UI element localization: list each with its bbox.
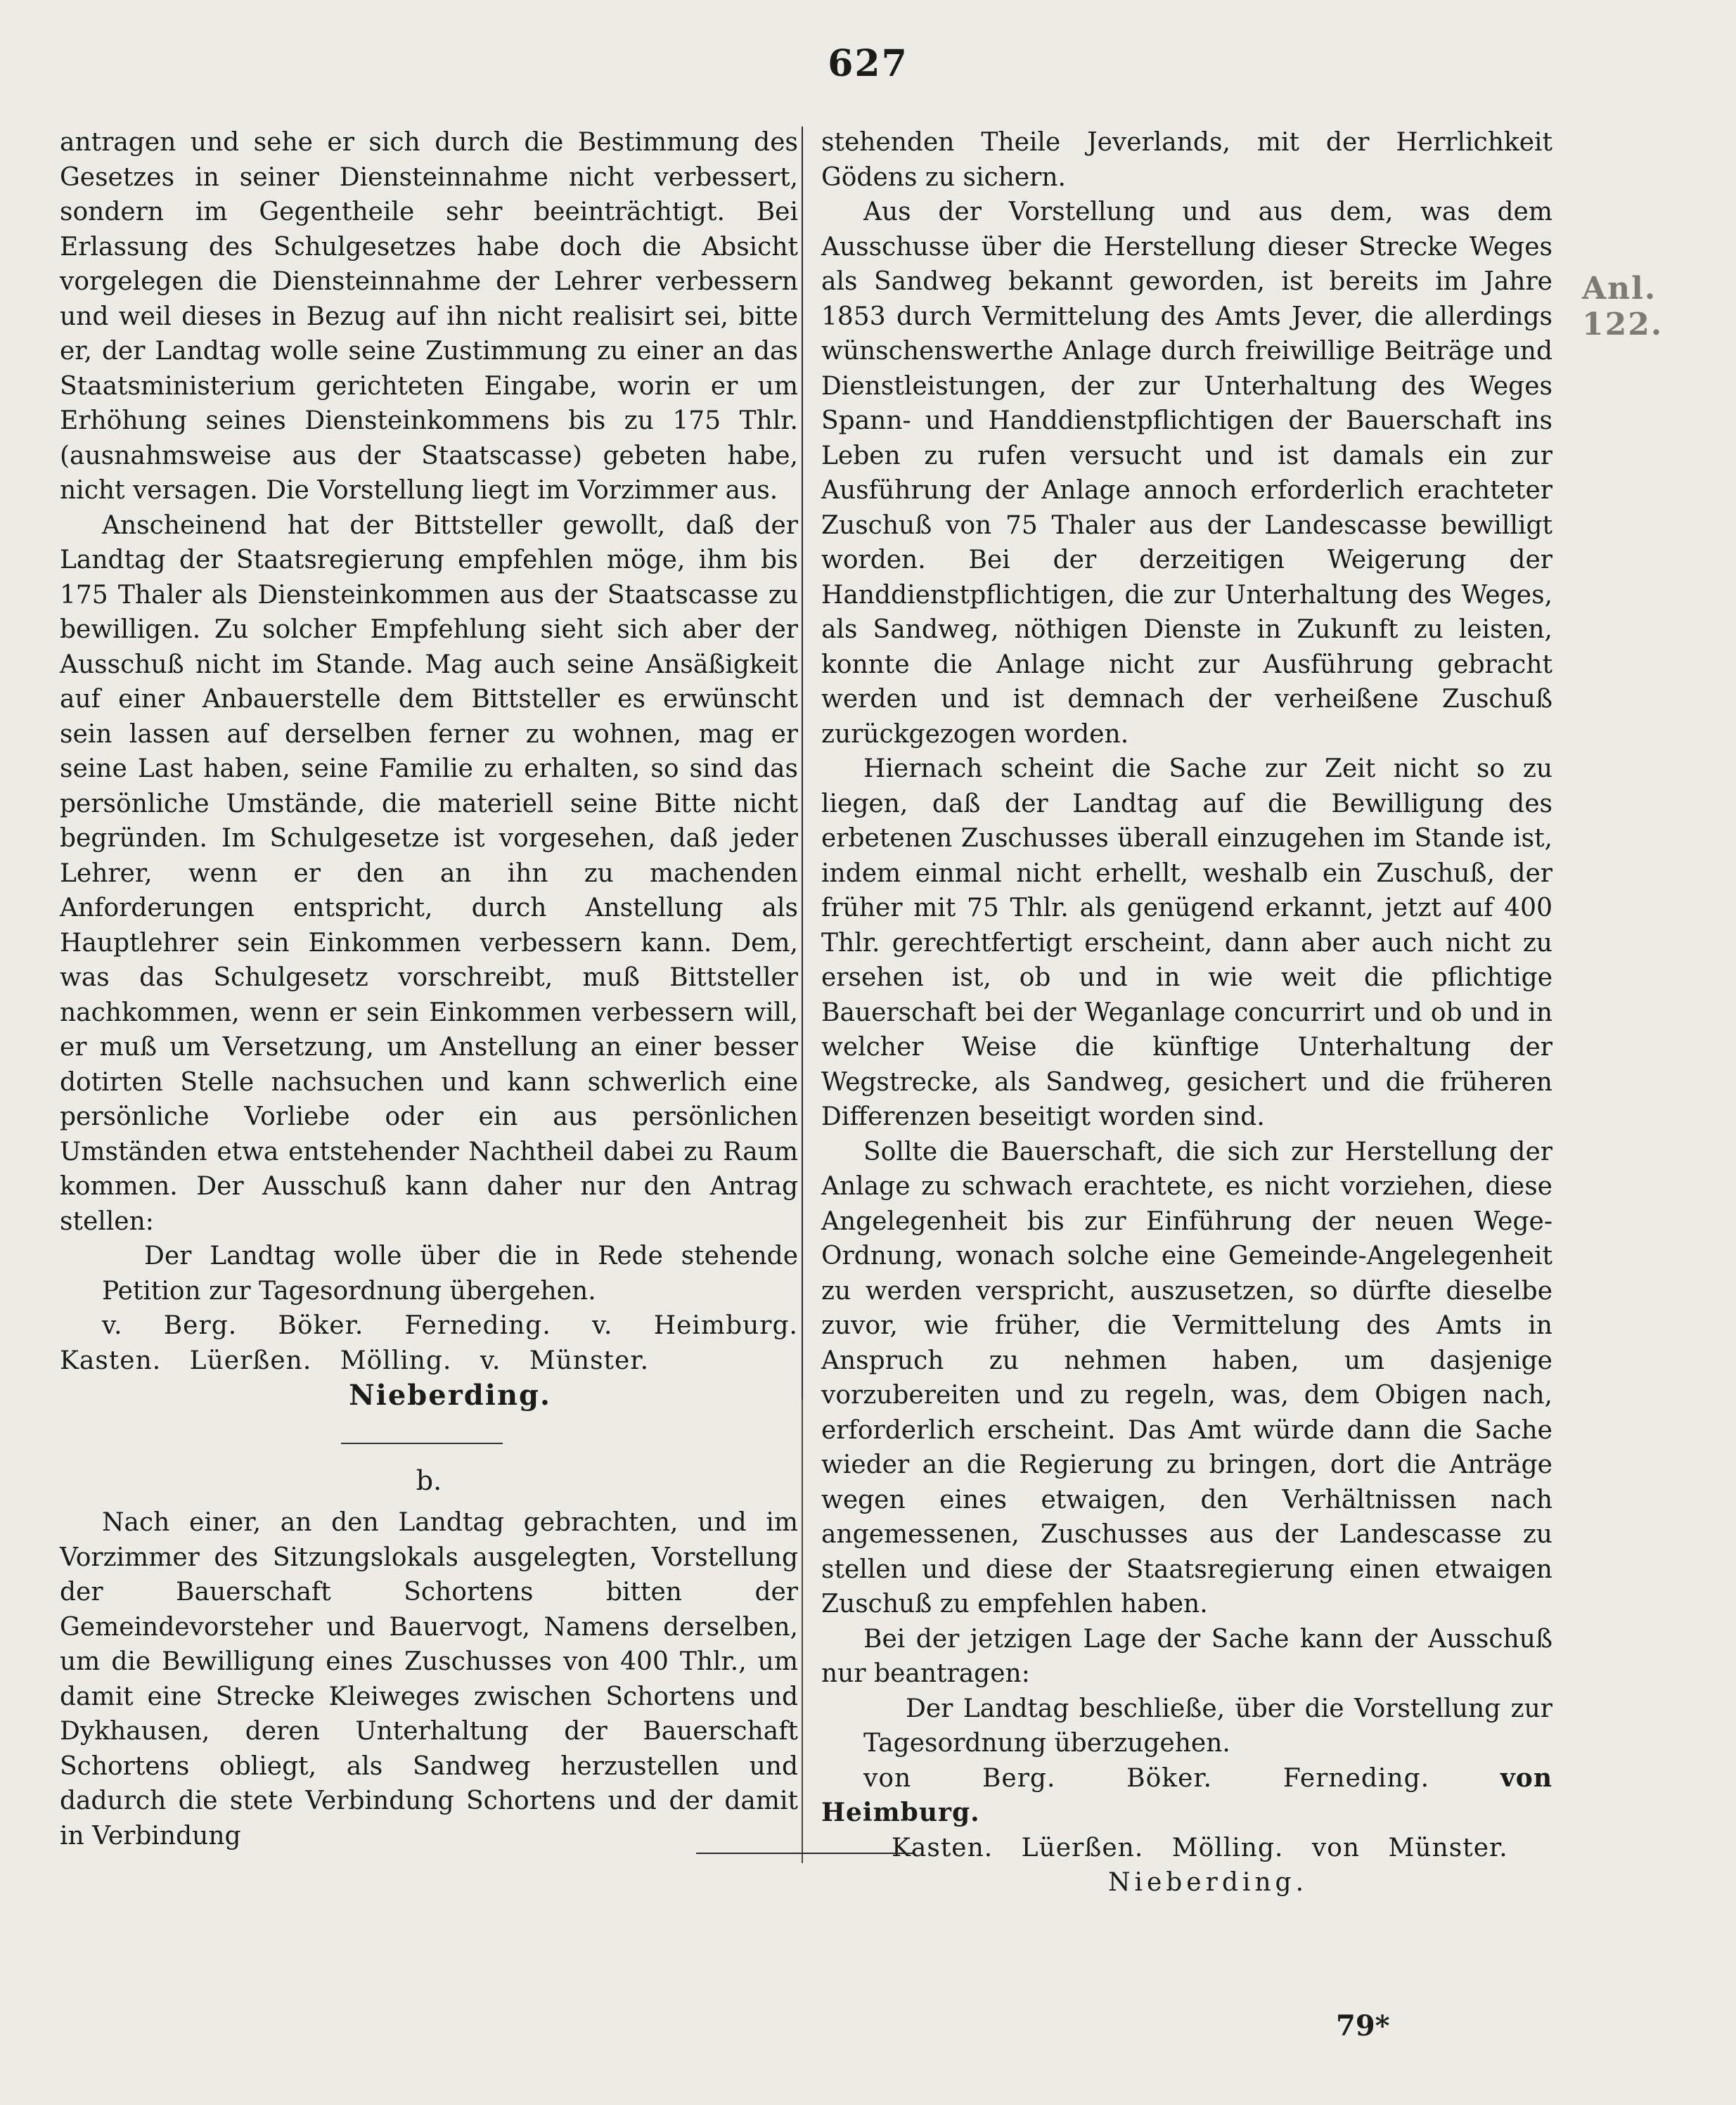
bottom-rule <box>696 1853 914 1854</box>
printer-signature: 79* <box>1336 2009 1390 2042</box>
right-paragraph-1: Aus der Vorstellung und aus dem, was dem Ausschusse über die Herstellung dieser Strecke Weges als Sandweg bekannt geworden, ist bereits im Jahre 1853 durch Vermittelung des Amts Jever, die allerdings wünschenswerthe Anlage durch freiwillige Beiträge und Dienstleistungen, der zur Unterhaltung des Weges Spann- und Handdienstpflichtigen der Bauerschaft ins Leben zu rufen versucht und ist damals ein zur Ausführung der Anlage annoch erforderlich erachteter Zuschuß von 75 Thaler aus der Landescasse bewilligt worden. Bei der derzeitigen Weigerung der Handdienstpflichtigen, die zur Unterhaltung des Weges, als Sandweg, nöthigen Dienste in Zukunft zu leisten, konnte die Anlage nicht zur Ausführung gebracht werden und ist demnach der verheißene Zuschuß zurückgezogen worden. <box>821 198 1552 749</box>
right-paragraph-0: stehenden Theile Jeverlands, mit der Herrlichkeit Gödens zu sichern. <box>821 128 1552 192</box>
right-signers-bold: von Heimburg. <box>821 1763 1552 1827</box>
right-paragraph-3: Sollte die Bauerschaft, die sich zur Herstellung der Anlage zu schwach erachtete, es nicht vorziehen, diese Angelegenheit bis zur Einführung der neuen Wege-Ordnung, wonach solche eine Gemeinde-Angelegenheit zu werden verspricht, auszusetzen, so dürfte dieselbe zuvor, wie früher, die Vermittelung des Amts in Anspruch zu nehmen haben, um dasjenige vorzubereiten und zu regeln, was, dem Obigen nach, erforderlich erscheint. Das Amt würde dann die Sache wieder an die Regierung zu bringen, dort die Anträge wegen eines etwaigen, den Verhältnissen nach angemessenen, Zuschusses aus der Landescasse zu stellen und diese der Staatsregierung einen etwaigen Zuschuß zu empfehlen haben. <box>821 1137 1552 1618</box>
right-paragraph-2: Hiernach scheint die Sache zur Zeit nicht so zu liegen, daß der Landtag auf die Bewilligung des erbetenen Zuschusses überall einzugehen im Stande ist, indem einmal nicht erhellt, weshalb ein Zuschuß, der früher mit 75 Thlr. als genügend erkannt, jetzt auf 400 Thlr. gerechtfertigt erscheint, dann aber auch nicht zu ersehen ist, ob und in wie weit die pflichtige Bauerschaft bei der Weganlage concurrirt und ob und in welcher Weise die künftige Unterhaltung der Wegstrecke, als Sandweg, gesichert und die früheren Differenzen beseitigt worden sind. <box>821 754 1552 1131</box>
margin-note: Anl. 122. <box>1582 271 1664 342</box>
column-divider <box>802 127 803 1399</box>
left-column <box>60 125 798 1853</box>
right-column <box>821 125 1552 1900</box>
right-signers <box>821 1761 1552 1831</box>
section-heading: b. <box>416 1465 442 1496</box>
left-signers: v. Berg. Böker. Ferneding. v. Heimburg. Kasten. Lüerßen. Mölling. v. Münster. <box>60 1311 798 1375</box>
right-paragraph-4: Bei der jetzigen Lage der Sache kann der Ausschuß nur beantragen: <box>821 1624 1552 1688</box>
left-motion: Der Landtag wolle über die in Rede stehende Petition zur Tagesordnung übergehen. <box>102 1242 798 1306</box>
left-paragraph-2: Anscheinend hat der Bittsteller gewollt, daß der Landtag der Staatsregierung empfehlen möge, ihm bis 175 Thaler als Diensteinkommen aus der Staatscasse zu bewilligen. Zu solcher Empfehlung sieht sich aber der Ausschuß nicht im Stande. Mag auch seine Ansäßigkeit auf einer Anbauerstelle dem Bittsteller es erwünscht sein lassen auf derselben ferner zu wohnen, mag er seine Last haben, seine Familie zu erhalten, so sind das persönliche Umstände, die materiell seine Bitte nicht begründen. Im Schulgesetze ist vorgesehen, daß jeder Lehrer, wenn er den an ihn zu machenden Anforderungen entspricht, durch Anstellung als Hauptlehrer sein Einkommen verbessern kann. Dem, was das Schulgesetz vorschreibt, muß Bittsteller nachkommen, wenn er sein Einkommen verbessern will, er muß um Versetzung, um Anstellung an einer besser dotirten Stelle nachsuchen und kann schwerlich eine persönliche Vorliebe oder ein aus persönlichen Umständen etwa entstehender Nachtheil dabei zu Raum kommen. Der Ausschuß kann daher nur den Antrag stellen: <box>60 510 798 1236</box>
left-paragraph-3: Nach einer, an den Landtag gebrachten, und im Vorzimmer des Sitzungslokals ausgelegten, Vorstellung der Bauerschaft Schortens bitten der Gemeindevorsteher und Bauervogt, Namens derselben, um die Bewilligung eines Zuschusses von 400 Thlr., um damit eine Strecke Kleiweges zwischen Schortens und Dykhausen, deren Unterhaltung der Bauerschaft Schortens obliegt, als Sandweg herzustellen und dadurch die stete Verbindung Schortens und der damit in Verbindung <box>60 1508 798 1850</box>
right-signers-2: Kasten. Lüerßen. Mölling. von Münster. <box>892 1833 1508 1862</box>
left-paragraph-1: antragen und sehe er sich durch die Bestimmung des Gesetzes in seiner Diensteinnahme nicht verbessert, sondern im Gegentheile sehr beeinträchtigt. Bei Erlassung des Schulgesetzes habe doch die Absicht vorgelegen die Diensteinnahme der Lehrer verbessern und weil dieses in Bezug auf ihn nicht realisirt sei, bitte er, der Landtag wolle seine Zustimmung zu einer an das Staatsministerium gerichteten Eingabe, worin er um Erhöhung seines Diensteinkommens bis zu 175 Thlr. (ausnahmsweise aus der Staatscasse) gebeten habe, nicht versagen. Die Vorstellung liegt im Vorzimmer aus. <box>60 128 798 505</box>
page-number: 627 <box>828 42 908 85</box>
right-chair-signature: Nieberding. <box>1107 1868 1309 1897</box>
right-motion: Der Landtag beschließe, über die Vorstellung zur Tagesordnung überzugehen. <box>863 1694 1552 1758</box>
right-signers-a: von Berg. Böker. Ferneding. <box>863 1763 1430 1793</box>
column-divider-lower <box>802 1399 803 1863</box>
left-chair-signature: Nieberding. <box>349 1379 551 1412</box>
section-separator <box>341 1443 503 1444</box>
